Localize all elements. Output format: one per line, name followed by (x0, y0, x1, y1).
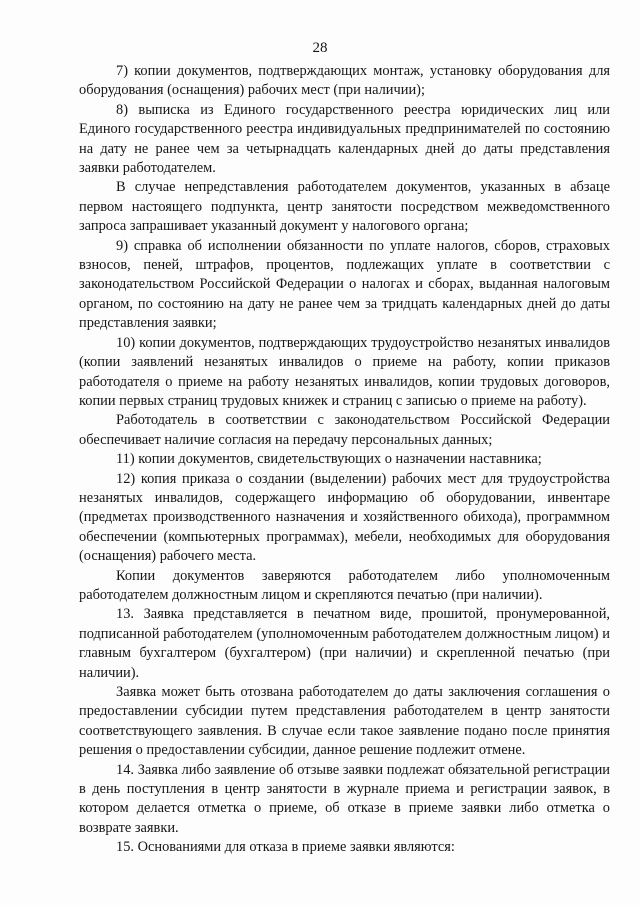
paragraph-item-10: 10) копии документов, подтверждающих трудоустройство незанятых инвалидов (копии заявлений незанятых инвалидов о приеме на работу, копии приказов работодателя о приеме на работу незанятых инвалидов, копии трудовых договоров, копии первых страниц трудовых книжек и страниц с записью о приеме на работу). (79, 334, 610, 409)
paragraph-item-9: 9) справка об исполнении обязанности по уплате налогов, сборов, страховых взносов, пеней, штрафов, процентов, подлежащих уплате в соответствии с законодательством Российской Федерации о налогах и сборах, выданная налоговым органом, по состоянию на дату не ранее чем за тридцать календарных дней до даты представления заявки; (79, 237, 610, 332)
document-body (79, 62, 610, 858)
paragraph-item-8-note: В случае непредставления работодателем документов, указанных в абзаце первом настоящего подпункта, центр занятости посредством межведомственного запроса запрашивает указанный документ у налогового органа; (79, 179, 610, 235)
paragraph-section-15: 15. Основаниями для отказа в приеме заявки являются: (116, 839, 455, 856)
paragraph-item-11: 11) копии документов, свидетельствующих о назначении наставника; (116, 451, 542, 468)
paragraph-section-13: 13. Заявка представляется в печатном виде, прошитой, пронумерованной, подписанной работодателем (уполномоченным работодателем должностным лицом) и главным бухгалтером (бухгалтером) (при наличии) и скрепленной печатью (при наличии). (79, 606, 610, 681)
paragraph-item-7: 7) копии документов, подтверждающих монтаж, установку оборудования для оборудования (оснащения) рабочих мест (при наличии); (79, 63, 610, 99)
paragraph-application-withdrawal: Заявка может быть отозвана работодателем до даты заключения соглашения о предоставлении субсидии путем представления работодателем в центр занятости соответствующего заявления. В случае если такое заявление подано после принятия решения о предоставлении субсидии, данное решение подлежит отмене. (79, 684, 610, 759)
paragraph-item-8: 8) выписка из Единого государственного реестра юридических лиц или Единого государственного реестра индивидуальных предпринимателей по состоянию на дату не ранее чем за четырнадцать календарных дней до даты представления заявки работодателем. (79, 101, 610, 177)
paragraph-section-14: 14. Заявка либо заявление об отзыве заявки подлежат обязательной регистрации в день поступления в центр занятости в журнале приема и регистрации заявок, в котором делается отметка о приеме, об отказе в приеме заявки либо отметка о возврате заявки. (79, 761, 610, 836)
page-number: 28 (312, 40, 328, 56)
paragraph-personal-data-consent: Работодатель в соответствии с законодательством Российской Федерации обеспечивает наличие согласия на передачу персональных данных; (79, 412, 610, 448)
paragraph-copies-certification: Копии документов заверяются работодателем либо уполномоченным работодателем должностным лицом и скрепляются печатью (при наличии). (79, 567, 610, 603)
paragraph-item-12: 12) копия приказа о создании (выделении) рабочих мест для трудоустройства незанятых инвалидов, содержащего информацию об оборудовании, инвентаре (предметах производственного назначения и хозяйственного обихода), программном обеспечении (компьютерных программах), мебели, необходимых для оборудования (оснащения) рабочего места. (79, 470, 610, 565)
